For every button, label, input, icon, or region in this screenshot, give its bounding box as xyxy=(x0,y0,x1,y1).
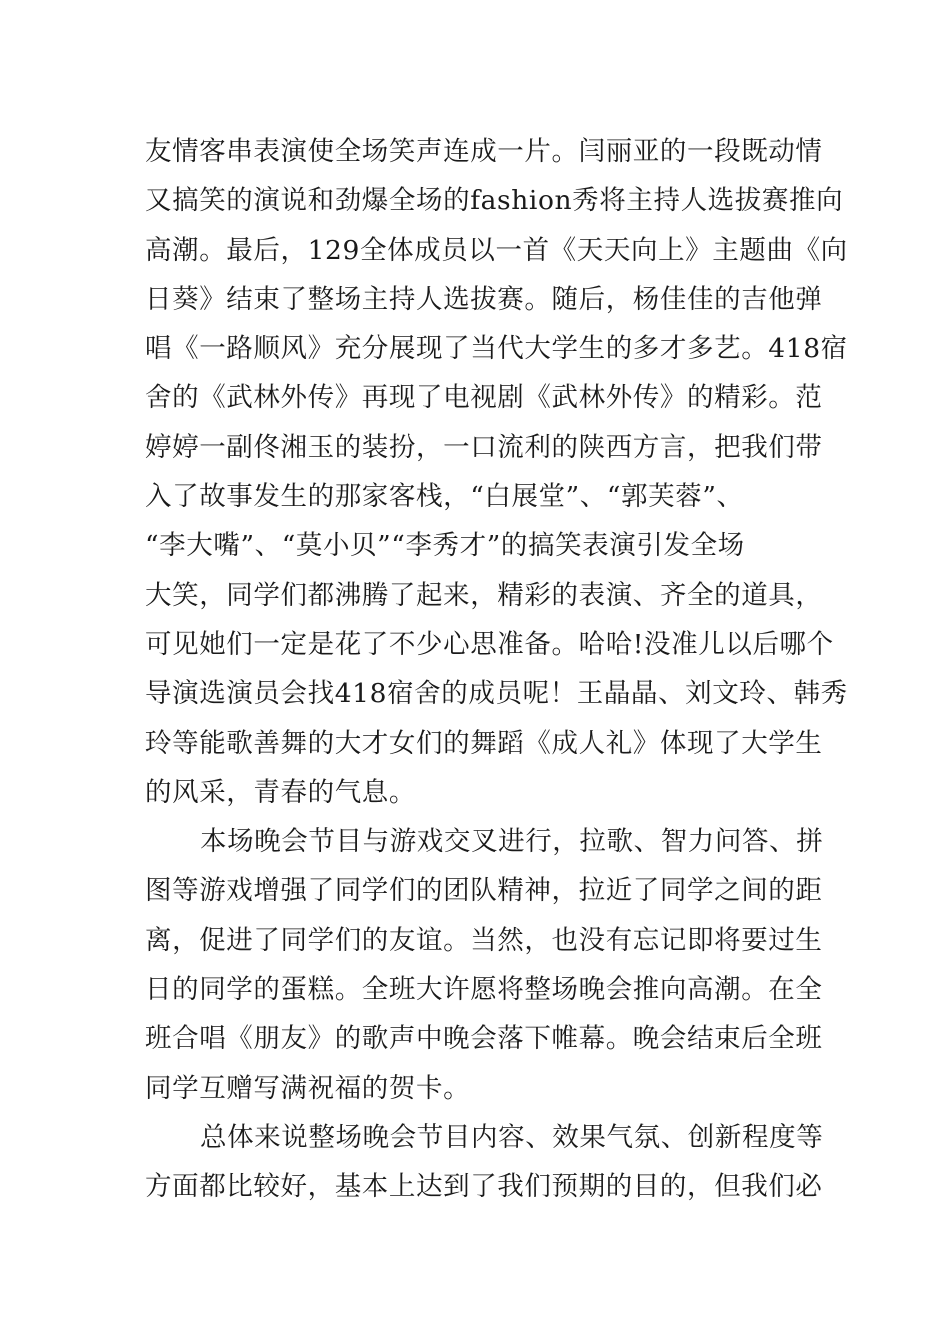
text-line: 大笑，同学们都沸腾了起来，精彩的表演、齐全的道具， xyxy=(145,579,823,611)
text-line: 方面都比较好，基本上达到了我们预期的目的，但我们必 xyxy=(145,1171,823,1203)
text-line: 日葵》结束了整场主持人选拔赛。随后，杨佳佳的吉他弹 xyxy=(145,283,823,315)
text-line: 同学互赠写满祝福的贺卡。 xyxy=(145,1072,471,1104)
text-line: 图等游戏增强了同学们的团队精神，拉近了同学之间的距 xyxy=(145,875,823,907)
text-line: 的风采，青春的气息。 xyxy=(145,776,416,808)
text-line: 导演选演员会找418宿舍的成员呢！王晶晶、刘文玲、韩秀 xyxy=(145,678,848,710)
text-line: 玲等能歌善舞的大才女们的舞蹈《成人礼》体现了大学生 xyxy=(145,727,823,759)
text-line: 唱《一路顺风》充分展现了当代大学生的多才多艺。418宿 xyxy=(145,333,848,365)
body-text xyxy=(145,127,848,1212)
text-line: “李大嘴”、“莫小贝”“李秀才”的搞笑表演引发全场 xyxy=(145,530,745,562)
paragraph-first-line: 本场晚会节目与游戏交叉进行，拉歌、智力问答、拼 xyxy=(200,826,824,858)
text-line: 婷婷一副佟湘玉的装扮，一口流利的陕西方言，把我们带 xyxy=(145,431,823,463)
text-line: 班合唱《朋友》的歌声中晚会落下帷幕。晚会结束后全班 xyxy=(145,1023,823,1055)
text-line: 舍的《武林外传》再现了电视剧《武林外传》的精彩。范 xyxy=(145,382,823,414)
text-line: 离，促进了同学们的友谊。当然，也没有忘记即将要过生 xyxy=(145,924,823,956)
paragraph-first-line: 总体来说整场晚会节目内容、效果气氛、创新程度等 xyxy=(200,1121,824,1153)
text-line: 可见她们一定是花了不少心思准备。哈哈!没准儿以后哪个 xyxy=(145,628,834,660)
text-line: 又搞笑的演说和劲爆全场的fashion秀将主持人选拔赛推向 xyxy=(145,185,844,217)
text-line: 高潮。最后，129全体成员以一首《天天向上》主题曲《向 xyxy=(145,234,848,266)
text-line: 入了故事发生的那家客栈，“白展堂”、“郭芙蓉”、 xyxy=(145,481,744,513)
text-line: 日的同学的蛋糕。全班大许愿将整场晚会推向高潮。在全 xyxy=(145,974,823,1006)
text-line: 友情客串表演使全场笑声连成一片。闫丽亚的一段既动情 xyxy=(145,136,823,167)
